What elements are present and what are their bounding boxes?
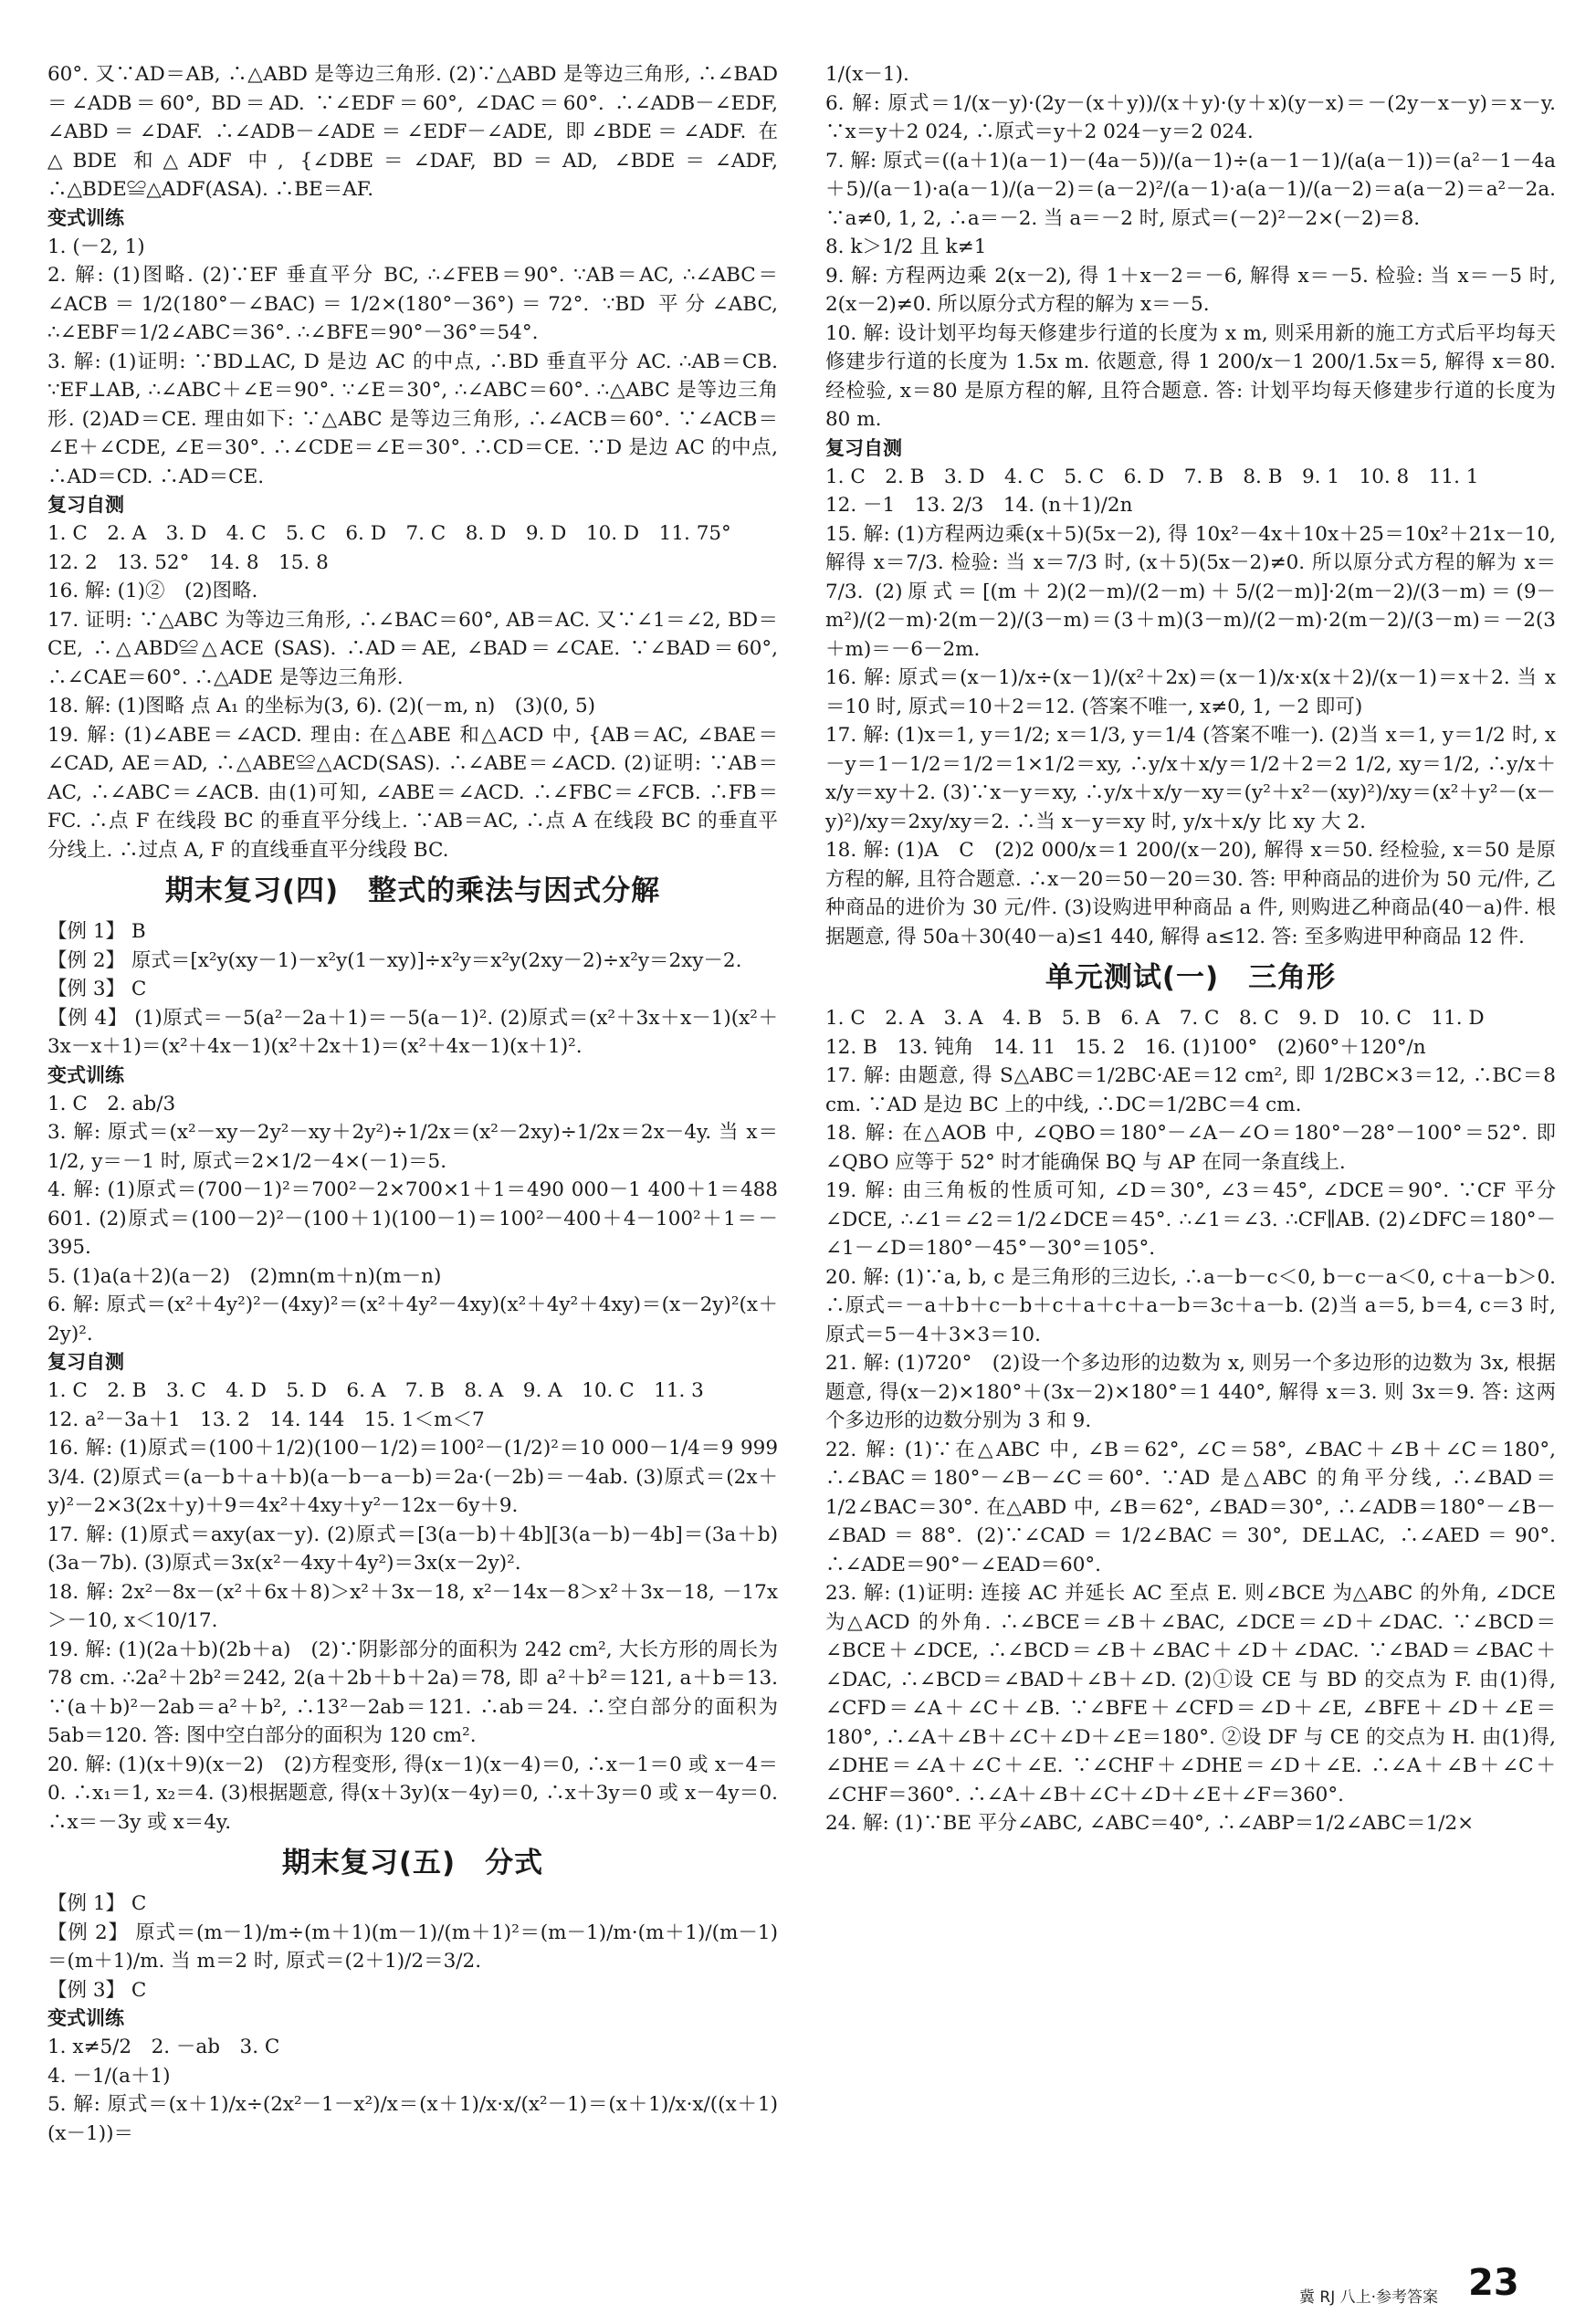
subsection-heading: 变式训练	[47, 1063, 124, 1086]
answer-paragraph: 【例 1】 C 【例 2】 原式＝(m－1)/m÷(m＋1)(m－1)/(m＋1)²＝(m－1)/m·(m＋1)/(m－1)＝(m＋1)/m. 当 m＝2 时, 原式＝(2＋1)/2＝3/2. 【例 3】 C	[47, 1892, 778, 2002]
subsection-heading: 变式训练	[47, 206, 124, 229]
answer-paragraph: 1. x≠5/2 2. －ab 3. C 4. －1/(a＋1) 5. 解: 原式＝(x＋1)/x÷(2x²－1－x²)/x＝(x＋1)/x·x/(x²－1)＝(x＋1)/x·x/((x＋1)(x－1))＝	[47, 2036, 778, 2145]
footer-label: 冀 RJ 八上·参考答案	[1299, 2288, 1439, 2307]
answer-paragraph: 1. C 2. B 3. C 4. D 5. D 6. A 7. B 8. A 9. A 10. C 11. 3 12. a²－3a＋1 13. 2 14. 144 15. 1＜m＜7 16. 解: (1)原式＝(100＋1/2)(100－1/2)＝100²－(1/2)²＝10 000－1/4＝9 999 3/4. (2)原式＝(a－b＋a＋b)(a－b－a－b)＝2a·(－2b)＝－4ab. (3)原式＝(2x＋y)²－2×3(2x＋y)＋9＝4x²＋4xy＋y²－12x－6y＋9. 17. 解: (1)原式＝axy(ax－y). (2)原式＝[3(a－b)＋4b][3(a－b)－4b]＝(3a＋b)(3a－7b). (3)原式＝3x(x²－4xy＋4y²)＝3x(x－2y)². 18. 解: 2x²－8x－(x²＋6x＋8)＞x²＋3x－18, x²－14x－8＞x²＋3x－18, －17x＞－10, x＜10/17. 19. 解: (1)(2a＋b)(2b＋a) (2)∵阴影部分的面积为 242 cm², 大长方形的周长为 78 cm. ∴2a²＋2b²＝242, 2(a＋2b＋b＋2a)＝78, 即 a²＋b²＝121, a＋b＝13. ∵(a＋b)²－2ab＝a²＋b², ∴13²－2ab＝121. ∴ab＝24. ∴空白部分的面积为 5ab＝120. 答: 图中空白部分的面积为 120 cm². 20. 解: (1)(x＋9)(x－2) (2)方程变形, 得(x－1)(x－4)＝0, ∴x－1＝0 或 x－4＝0. ∴x₁＝1, x₂＝4. (3)根据题意, 得(x＋3y)(x－4y)＝0, ∴x＋3y＝0 或 x－4y＝0. ∴x＝－3y 或 x＝4y.	[47, 1379, 778, 1834]
answer-paragraph: 60°. 又∵AD＝AB, ∴△ABD 是等边三角形. (2)∵△ABD 是等边三角形, ∴∠BAD＝∠ADB＝60°, BD＝AD. ∵∠EDF＝60°, ∠DAC＝60°. ∴∠ADB－∠EDF, ∠ABD＝∠DAF. ∴∠ADB－∠ADE＝∠EDF－∠ADE, 即∠BDE＝∠ADF. 在△BDE 和△ADF 中, {∠DBE＝∠DAF, BD＝AD, ∠BDE＝∠ADF, ∴△BDE≌△ADF(ASA). ∴BE＝AF.	[47, 63, 778, 201]
answer-paragraph: 【例 1】 B 【例 2】 原式＝[x²y(xy－1)－x²y(1－xy)]÷x²y＝x²y(2xy－2)÷x²y＝2xy－2. 【例 3】 C 【例 4】 (1)原式＝－5(a²－2a＋1)＝－5(a－1)². (2)原式＝(x²＋3x＋x－1)(x²＋3x－x＋1)＝(x²＋4x－1)(x²＋2x＋1)＝(x²＋4x－1)(x＋1)².	[47, 920, 778, 1058]
subsection-heading: 复习自测	[47, 494, 124, 516]
subsection-heading: 变式训练	[47, 2007, 124, 2029]
subsection-heading: 复习自测	[47, 1351, 124, 1373]
left-column	[47, 60, 778, 2148]
section-title: 单元测试(一) 三角形	[1045, 961, 1337, 994]
subsection-heading: 复习自测	[825, 436, 902, 459]
section-title: 期末复习(五) 分式	[281, 1847, 544, 1879]
right-column	[825, 60, 1556, 1838]
answer-paragraph: 1. C 2. A 3. D 4. C 5. C 6. D 7. C 8. D 9. D 10. D 11. 75° 12. 2 13. 52° 14. 8 15. 8 16. 解: (1)② (2)图略. 17. 证明: ∵△ABC 为等边三角形, ∴∠BAC＝60°, AB＝AC. 又∵∠1＝∠2, BD＝CE, ∴△ABD≌△ACE (SAS). ∴AD＝AE, ∠BAD＝∠CAE. ∵∠BAD＝60°, ∴∠CAE＝60°. ∴△ADE 是等边三角形. 18. 解: (1)图略 点 A₁ 的坐标为(3, 6). (2)(－m, n) (3)(0, 5) 19. 解: (1)∠ABE＝∠ACD. 理由: 在△ABE 和△ACD 中, {AB＝AC, ∠BAE＝∠CAD, AE＝AD, ∴△ABE≌△ACD(SAS). ∴∠ABE＝∠ACD. (2)证明: ∵AB＝AC, ∴∠ABC＝∠ACB. 由(1)可知, ∠ABE＝∠ACD. ∴∠FBC＝∠FCB. ∴FB＝FC. ∴点 F 在线段 BC 的垂直平分线上. ∵AB＝AC, ∴点 A 在线段 BC 的垂直平分线上. ∴过点 A, F 的直线垂直平分线段 BC.	[47, 522, 778, 862]
answer-paragraph: 1. C 2. ab/3 3. 解: 原式＝(x²－xy－2y²－xy＋2y²)÷1/2x＝(x²－2xy)÷1/2x＝2x－4y. 当 x＝1/2, y＝－1 时, 原式＝2×1/2－4×(－1)＝5. 4. 解: (1)原式＝(700－1)²＝700²－2×700×1＋1＝490 000－1 400＋1＝488 601. (2)原式＝(100－2)²－(100＋1)(100－1)＝100²－400＋4－100²＋1＝－395. 5. (1)a(a＋2)(a－2) (2)mn(m＋n)(m－n) 6. 解: 原式＝(x²＋4y²)²－(4xy)²＝(x²＋4y²－4xy)(x²＋4y²＋4xy)＝(x－2y)²(x＋2y)².	[47, 1092, 778, 1345]
answer-paragraph: 1. (－2, 1) 2. 解: (1)图略. (2)∵EF 垂直平分 BC, ∴∠FEB＝90°. ∵AB＝AC, ∴∠ABC＝∠ACB＝1/2(180°－∠BAC)＝1/2×(180°－36°)＝72°. ∵BD 平分∠ABC, ∴∠EBF＝1/2∠ABC＝36°. ∴∠BFE＝90°－36°＝54°. 3. 解: (1)证明: ∵BD⊥AC, D 是边 AC 的中点, ∴BD 垂直平分 AC. ∴AB＝CB. ∵EF⊥AB, ∴∠ABC＋∠E＝90°. ∵∠E＝30°, ∴∠ABC＝60°. ∴△ABC 是等边三角形. (2)AD＝CE. 理由如下: ∵△ABC 是等边三角形, ∴∠ACB＝60°. ∵∠ACB＝∠E＋∠CDE, ∠E＝30°. ∴∠CDE＝∠E＝30°. ∴CD＝CE. ∵D 是边 AC 的中点, ∴AD＝CD. ∴AD＝CE.	[47, 235, 778, 488]
section-title: 期末复习(四) 整式的乘法与因式分解	[164, 874, 661, 907]
page-number: 23	[1468, 2262, 1519, 2304]
answer-paragraph: 1/(x－1). 6. 解: 原式＝1/(x－y)·(2y－(x＋y))/(x＋y)·(y＋x)(y－x)＝－(2y－x－y)＝x－y. ∵x＝y＋2 024, ∴原式＝y＋2 024－y＝2 024. 7. 解: 原式＝((a＋1)(a－1)－(4a－5))/(a－1)÷(a－1－1)/(a(a－1))＝(a²－1－4a＋5)/(a－1)·a(a－1)/(a－2)＝(a－2)²/(a－1)·a(a－1)/(a－2)＝a(a－2)＝a²－2a. ∵a≠0, 1, 2, ∴a＝－2. 当 a＝－2 时, 原式＝(－2)²－2×(－2)＝8. 8. k＞1/2 且 k≠1 9. 解: 方程两边乘 2(x－2), 得 1＋x－2＝－6, 解得 x＝－5. 检验: 当 x＝－5 时, 2(x－2)≠0. 所以原分式方程的解为 x＝－5. 10. 解: 设计划平均每天修建步行道的长度为 x m, 则采用新的施工方式后平均每天修建步行道的长度为 1.5x m. 依题意, 得 1 200/x－1 200/1.5x＝5, 解得 x＝80. 经检验, x＝80 是原方程的解, 且符合题意. 答: 计划平均每天修建步行道的长度为 80 m.	[825, 63, 1556, 431]
answer-paragraph: 1. C 2. B 3. D 4. C 5. C 6. D 7. B 8. B 9. 1 10. 8 11. 1 12. －1 13. 2/3 14. (n＋1)/2n 15. 解: (1)方程两边乘(x＋5)(5x－2), 得 10x²－4x＋10x＋25＝10x²＋21x－10, 解得 x＝7/3. 检验: 当 x＝7/3 时, (x＋5)(5x－2)≠0. 所以原分式方程的解为 x＝7/3. (2)原式＝[(m＋2)(2－m)/(2－m)＋5/(2－m)]·2(m－2)/(3－m)＝(9－m²)/(2－m)·2(m－2)/(3－m)＝(3＋m)(3－m)/(2－m)·2(m－2)/(3－m)＝－2(3＋m)＝－6－2m. 16. 解: 原式＝(x－1)/x÷(x－1)/(x²＋2x)＝(x－1)/x·x(x＋2)/(x－1)＝x＋2. 当 x＝10 时, 原式＝10＋2＝12. (答案不唯一, x≠0, 1, －2 即可) 17. 解: (1)x＝1, y＝1/2; x＝1/3, y＝1/4 (答案不唯一). (2)当 x＝1, y＝1/2 时, x－y＝1－1/2＝1/2＝1×1/2＝xy, ∴y/x＋x/y＝1/2＋2＝2 1/2, xy＝1/2, ∴y/x＋x/y＝xy＋2. (3)∵x－y＝xy, ∴y/x＋x/y－xy＝(y²＋x²－(xy)²)/xy＝(x²＋y²－(x－y)²)/xy＝2xy/xy＝2. ∴当 x－y＝xy 时, y/x＋x/y 比 xy 大 2. 18. 解: (1)A C (2)2 000/x＝1 200/(x－20), 解得 x＝50. 经检验, x＝50 是原方程的解, 且符合题意. ∴x－20＝50－20＝30. 答: 甲种商品的进价为 50 元/件, 乙种商品的进价为 30 元/件. (3)设购进甲种商品 a 件, 则购进乙种商品(40－a)件. 根据题意, 得 50a＋30(40－a)≤1 440, 解得 a≤12. 答: 至多购进甲种商品 12 件.	[825, 465, 1556, 948]
answer-paragraph: 1. C 2. A 3. A 4. B 5. B 6. A 7. C 8. C 9. D 10. C 11. D 12. B 13. 钝角 14. 11 15. 2 16. (1)100° (2)60°＋120°/n 17. 解: 由题意, 得 S△ABC＝1/2BC·AE＝12 cm², 即 1/2BC×3＝12, ∴BC＝8 cm. ∵AD 是边 BC 上的中线, ∴DC＝1/2BC＝4 cm. 18. 解: 在△AOB 中, ∠QBO＝180°－∠A－∠O＝180°－28°－100°＝52°. 即∠QBO 应等于 52° 时才能确保 BQ 与 AP 在同一条直线上. 19. 解: 由三角板的性质可知, ∠D＝30°, ∠3＝45°, ∠DCE＝90°. ∵CF 平分∠DCE, ∴∠1＝∠2＝1/2∠DCE＝45°. ∴∠1＝∠3. ∴CF∥AB. (2)∠DFC＝180°－∠1－∠D＝180°－45°－30°＝105°. 20. 解: (1)∵a, b, c 是三角形的三边长, ∴a－b－c＜0, b－c－a＜0, c＋a－b＞0. ∴原式＝－a＋b＋c－b＋c＋a＋c＋a－b＝3c＋a－b. (2)当 a＝5, b＝4, c＝3 时, 原式＝5－4＋3×3＝10. 21. 解: (1)720° (2)设一个多边形的边数为 x, 则另一个多边形的边数为 3x, 根据题意, 得(x－2)×180°＋(3x－2)×180°＝1 440°, 解得 x＝3. 则 3x＝9. 答: 这两个多边形的边数分别为 3 和 9. 22. 解: (1)∵在△ABC 中, ∠B＝62°, ∠C＝58°, ∠BAC＋∠B＋∠C＝180°, ∴∠BAC＝180°－∠B－∠C＝60°. ∵AD 是△ABC 的角平分线, ∴∠BAD＝1/2∠BAC＝30°. 在△ABD 中, ∠B＝62°, ∠BAD＝30°, ∴∠ADB＝180°－∠B－∠BAD＝88°. (2)∵∠CAD＝1/2∠BAC＝30°, DE⊥AC, ∴∠AED＝90°. ∴∠ADE＝90°－∠EAD＝60°. 23. 解: (1)证明: 连接 AC 并延长 AC 至点 E. 则∠BCE 为△ABC 的外角, ∠DCE 为△ACD 的外角. ∴∠BCE＝∠B＋∠BAC, ∠DCE＝∠D＋∠DAC. ∵∠BCD＝∠BCE＋∠DCE, ∴∠BCD＝∠B＋∠BAC＋∠D＋∠DAC. ∵∠BAD＝∠BAC＋∠DAC, ∴∠BCD＝∠BAD＋∠B＋∠D. (2)①设 CE 与 BD 的交点为 F. 由(1)得, ∠CFD＝∠A＋∠C＋∠B. ∵∠BFE＋∠CFD＝∠D＋∠E, ∠BFE＋∠D＋∠E＝180°, ∴∠A＋∠B＋∠C＋∠D＋∠E＝180°. ②设 DF 与 CE 的交点为 H. 由(1)得, ∠DHE＝∠A＋∠C＋∠E. ∵∠CHF＋∠DHE＝∠D＋∠E. ∴∠A＋∠B＋∠C＋∠CHF＝360°. ∴∠A＋∠B＋∠C＋∠D＋∠E＋∠F＝360°. 24. 解: (1)∵BE 平分∠ABC, ∠ABC＝40°, ∴∠ABP＝1/2∠ABC＝1/2×	[825, 1007, 1556, 1835]
